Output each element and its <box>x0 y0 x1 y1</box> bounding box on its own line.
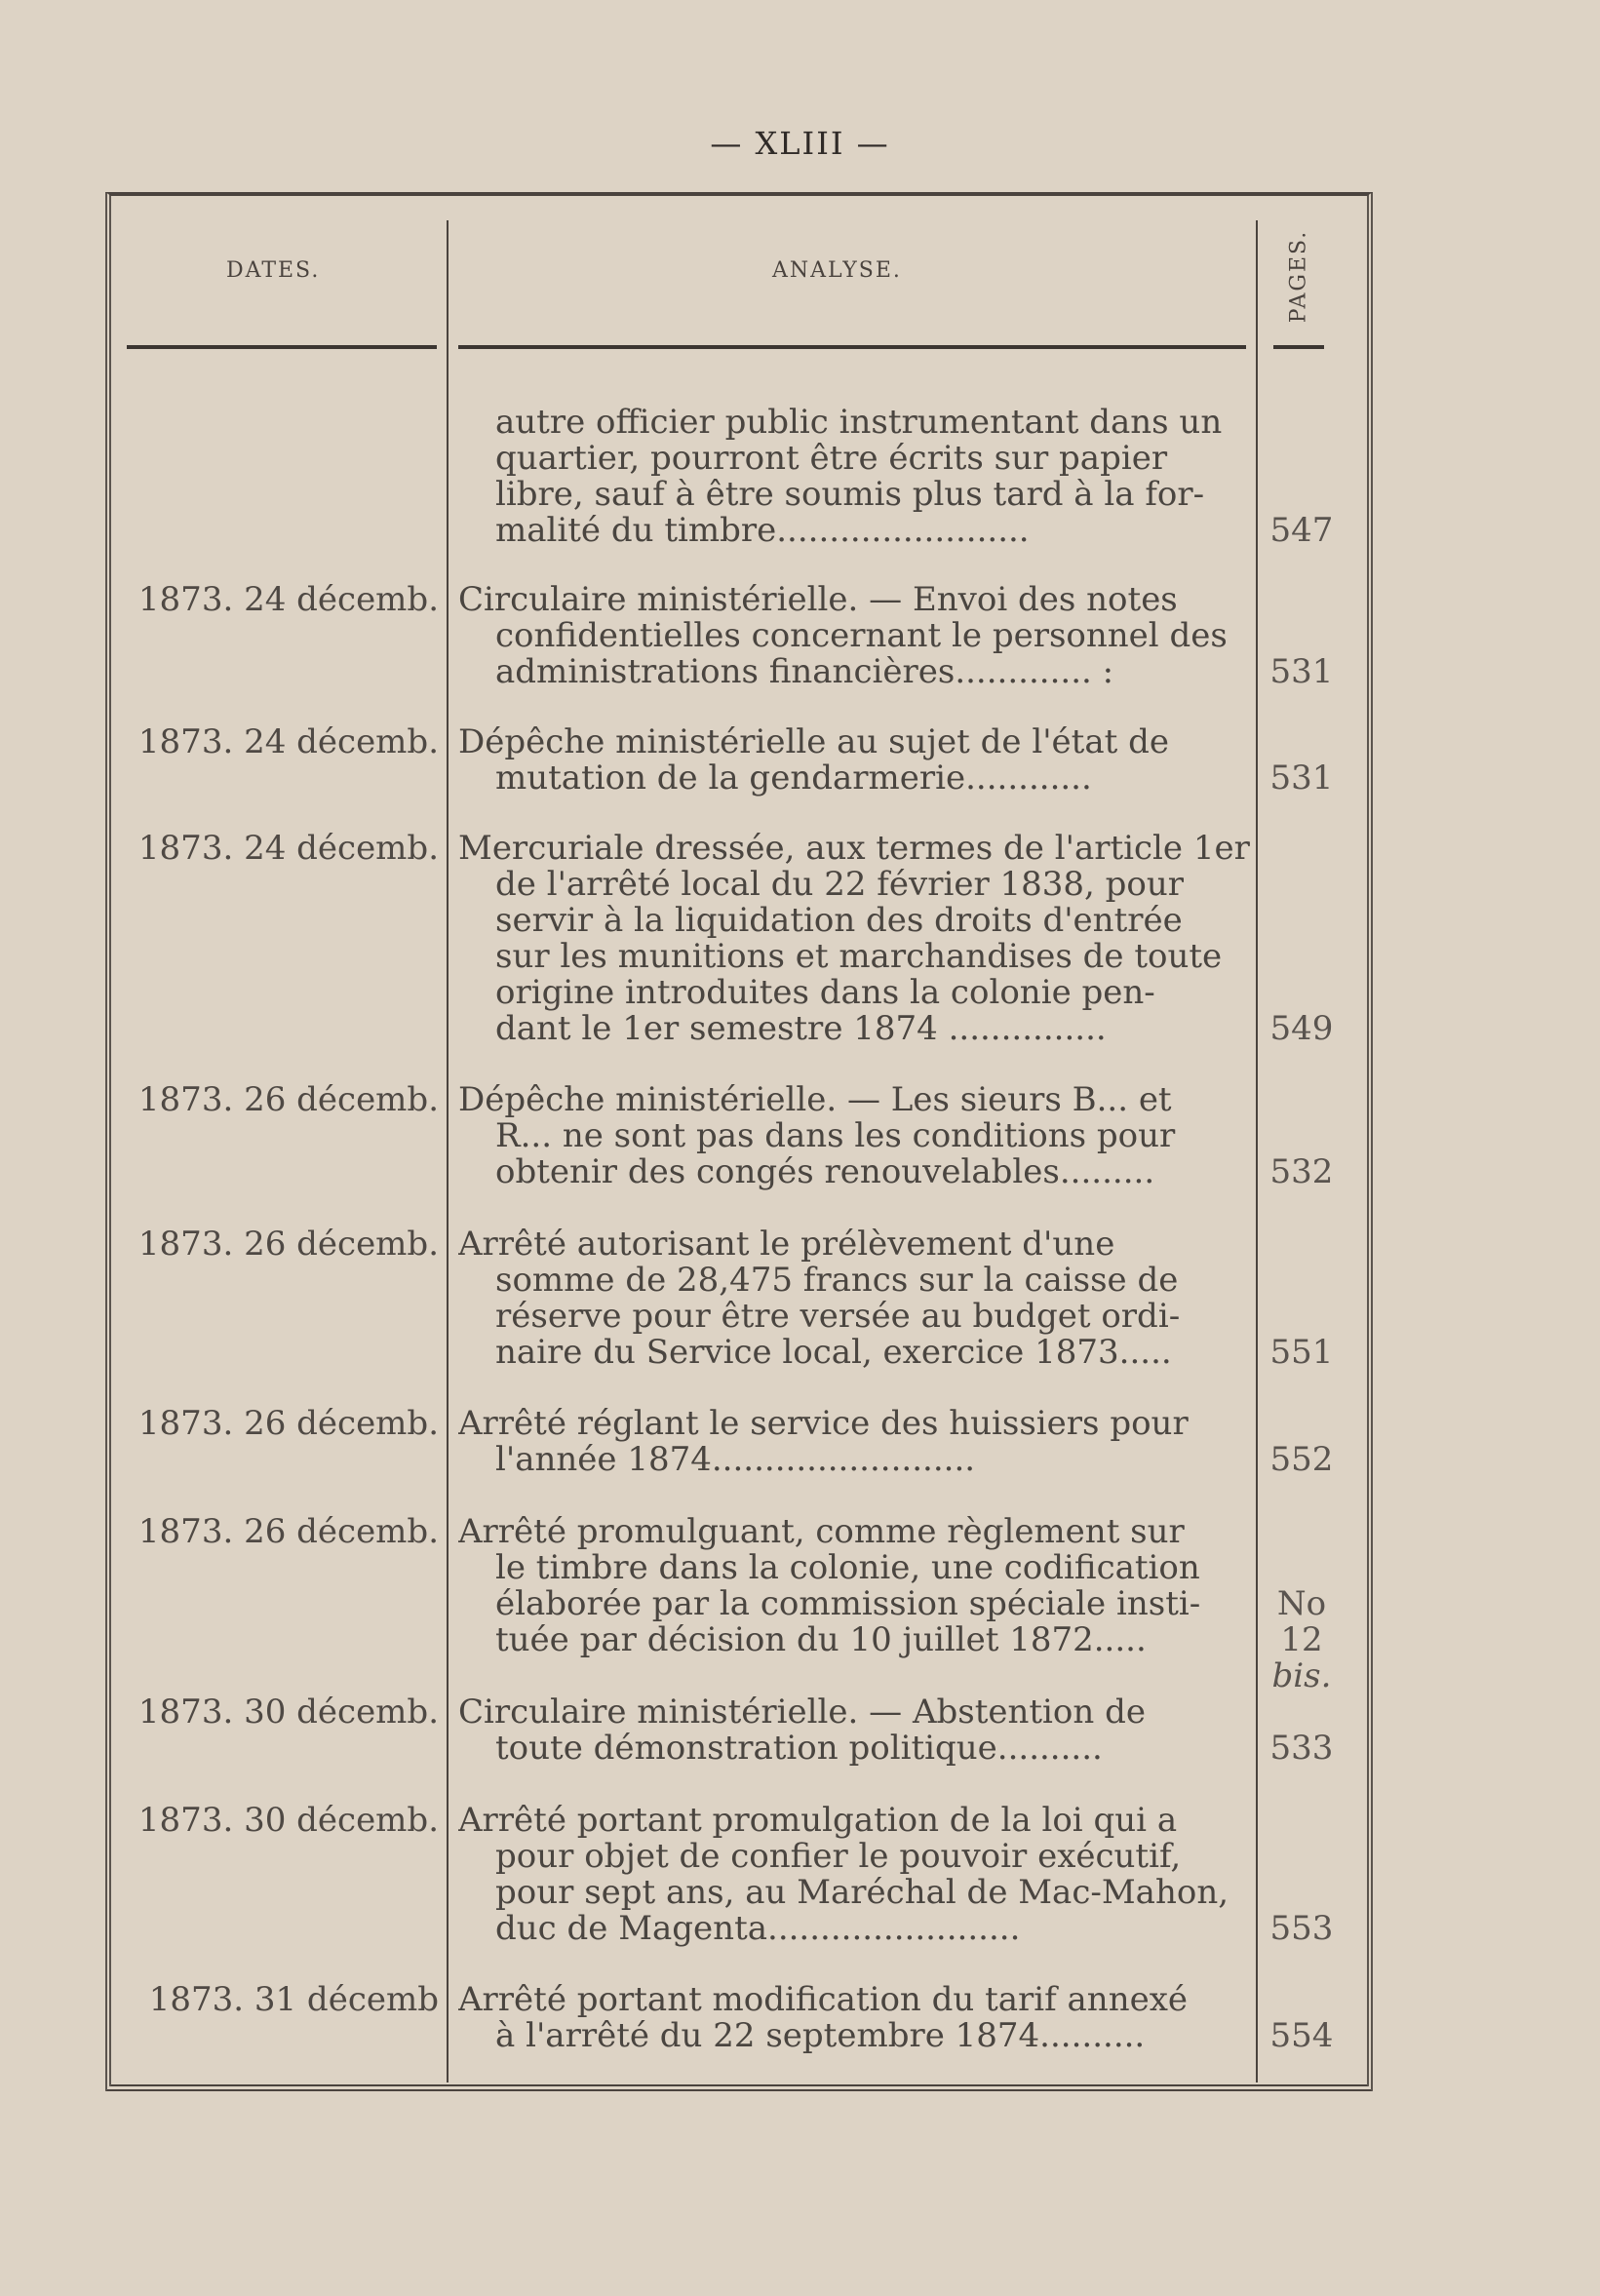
entry-page-number: 12 <box>1280 1620 1323 1659</box>
column-divider-dates <box>447 220 449 2082</box>
analysis-line: Arrêté portant promulgation de la loi qui a <box>458 1803 1178 1839</box>
analysis-line: Circulaire ministérielle. — Envoi des notes <box>458 582 1178 618</box>
entry-date: 1873. 24 décemb. <box>137 829 439 868</box>
column-divider-pages <box>1256 220 1258 2082</box>
analysis-line: dant le 1er semestre 1874 ............... <box>495 1011 1107 1047</box>
analysis-line: toute démonstration politique.......... <box>495 1731 1103 1767</box>
entry-date: 1873. 30 décemb. <box>137 1693 439 1732</box>
analysis-line: Arrêté réglant le service des huissiers pour <box>458 1406 1189 1442</box>
analysis-line: servir à la liquidation des droits d'entrée <box>495 903 1183 939</box>
entry-page-no: No <box>1276 1584 1327 1623</box>
entry-analysis <box>458 1803 1250 1947</box>
analysis-line: Circulaire ministérielle. — Abstention de <box>458 1694 1146 1731</box>
analysis-line: confidentielles concernant le personnel des <box>495 618 1228 654</box>
entry-page: 549 <box>1269 1009 1334 1048</box>
entry-page: 531 <box>1269 759 1334 798</box>
analysis-line: tuée par décision du 10 juillet 1872..... <box>495 1622 1147 1658</box>
entry-date: 1873. 26 décemb. <box>137 1080 439 1119</box>
analysis-line: l'année 1874......................... <box>495 1442 976 1478</box>
analysis-line: pour sept ans, au Maréchal de Mac-Mahon, <box>495 1875 1229 1911</box>
analysis-line: origine introduites dans la colonie pen- <box>495 975 1155 1011</box>
entry-date: 1873. 24 décemb. <box>137 580 439 619</box>
entry-date: 1873. 26 décemb. <box>137 1404 439 1443</box>
analysis-line: Dépêche ministérielle au sujet de l'état de <box>458 724 1169 760</box>
analysis-line: élaborée par la commission spéciale insti- <box>495 1586 1201 1622</box>
header-pages-label: PAGES. <box>1286 229 1311 323</box>
analysis-line: administrations financières............. : <box>495 654 1114 690</box>
entry-page: 553 <box>1269 1909 1334 1948</box>
entry-analysis <box>458 1694 1250 1767</box>
entry-date: 1873. 26 décemb. <box>137 1225 439 1264</box>
entry-page: 552 <box>1269 1440 1334 1479</box>
entry-date: 1873. 30 décemb. <box>137 1801 439 1840</box>
entry-analysis <box>458 724 1250 797</box>
entry-page: 531 <box>1269 652 1334 691</box>
analysis-line: Arrêté portant modification du tarif annexé <box>458 1982 1189 2018</box>
entry-analysis <box>458 1406 1250 1478</box>
analysis-line: somme de 28,475 francs sur la caisse de <box>495 1263 1179 1299</box>
analysis-line: obtenir des congés renouvelables......... <box>495 1154 1155 1190</box>
header-analyse: ANALYSE. <box>772 258 902 283</box>
header-rule-pages <box>1273 345 1324 349</box>
entry-page: 554 <box>1269 2016 1334 2055</box>
analysis-line: libre, sauf à être soumis plus tard à la for- <box>495 477 1205 513</box>
analysis-line: autre officier public instrumentant dans un <box>495 405 1223 441</box>
analysis-line: réserve pour être versée au budget ordi- <box>495 1299 1181 1335</box>
analysis-line: de l'arrêté local du 22 février 1838, pour <box>495 867 1185 903</box>
entry-analysis <box>458 405 1250 549</box>
entry-page: 533 <box>1269 1729 1334 1768</box>
analysis-line: quartier, pourront être écrits sur papier <box>495 441 1168 477</box>
header-rule-analyse <box>458 345 1246 349</box>
analysis-line: Dépêche ministérielle. — Les sieurs B... et <box>458 1082 1172 1118</box>
header-rule-dates <box>127 345 437 349</box>
entry-analysis <box>458 582 1250 690</box>
entry-date: 1873. 26 décemb. <box>137 1512 439 1551</box>
header-pages <box>1277 222 1320 330</box>
entry-analysis <box>458 1982 1250 2054</box>
analysis-line: Arrêté autorisant le prélèvement d'une <box>458 1226 1115 1263</box>
analysis-line: mutation de la gendarmerie............ <box>495 760 1092 797</box>
header-dates: DATES. <box>226 258 321 283</box>
entry-date: 1873. 31 décemb <box>148 1980 439 2019</box>
entry-analysis <box>458 1226 1250 1371</box>
analysis-line: R... ne sont pas dans les conditions pour <box>495 1118 1176 1154</box>
entry-date: 1873. 24 décemb. <box>137 722 439 761</box>
analysis-line: Arrêté promulguant, comme règlement sur <box>458 1514 1185 1550</box>
analysis-line: malité du timbre........................ <box>495 513 1030 549</box>
analysis-line: sur les munitions et marchandises de toute <box>495 939 1223 975</box>
analysis-line: naire du Service local, exercice 1873..... <box>495 1335 1172 1371</box>
entry-page-bis: bis. <box>1271 1656 1332 1695</box>
page-number-heading: — XLIII — <box>710 125 890 162</box>
analysis-line: duc de Magenta........................ <box>495 1911 1021 1947</box>
entry-analysis <box>458 831 1250 1047</box>
entry-page: 551 <box>1269 1333 1334 1372</box>
entry-page: 547 <box>1269 511 1334 550</box>
analysis-line: pour objet de confier le pouvoir exécutif, <box>495 1839 1182 1875</box>
entry-analysis <box>458 1082 1250 1190</box>
entry-page: 532 <box>1269 1152 1334 1191</box>
analysis-line: le timbre dans la colonie, une codification <box>495 1550 1200 1586</box>
entry-analysis <box>458 1514 1250 1658</box>
analysis-line: à l'arrêté du 22 septembre 1874.......... <box>495 2018 1146 2054</box>
analysis-line: Mercuriale dressée, aux termes de l'article 1er <box>458 831 1250 867</box>
